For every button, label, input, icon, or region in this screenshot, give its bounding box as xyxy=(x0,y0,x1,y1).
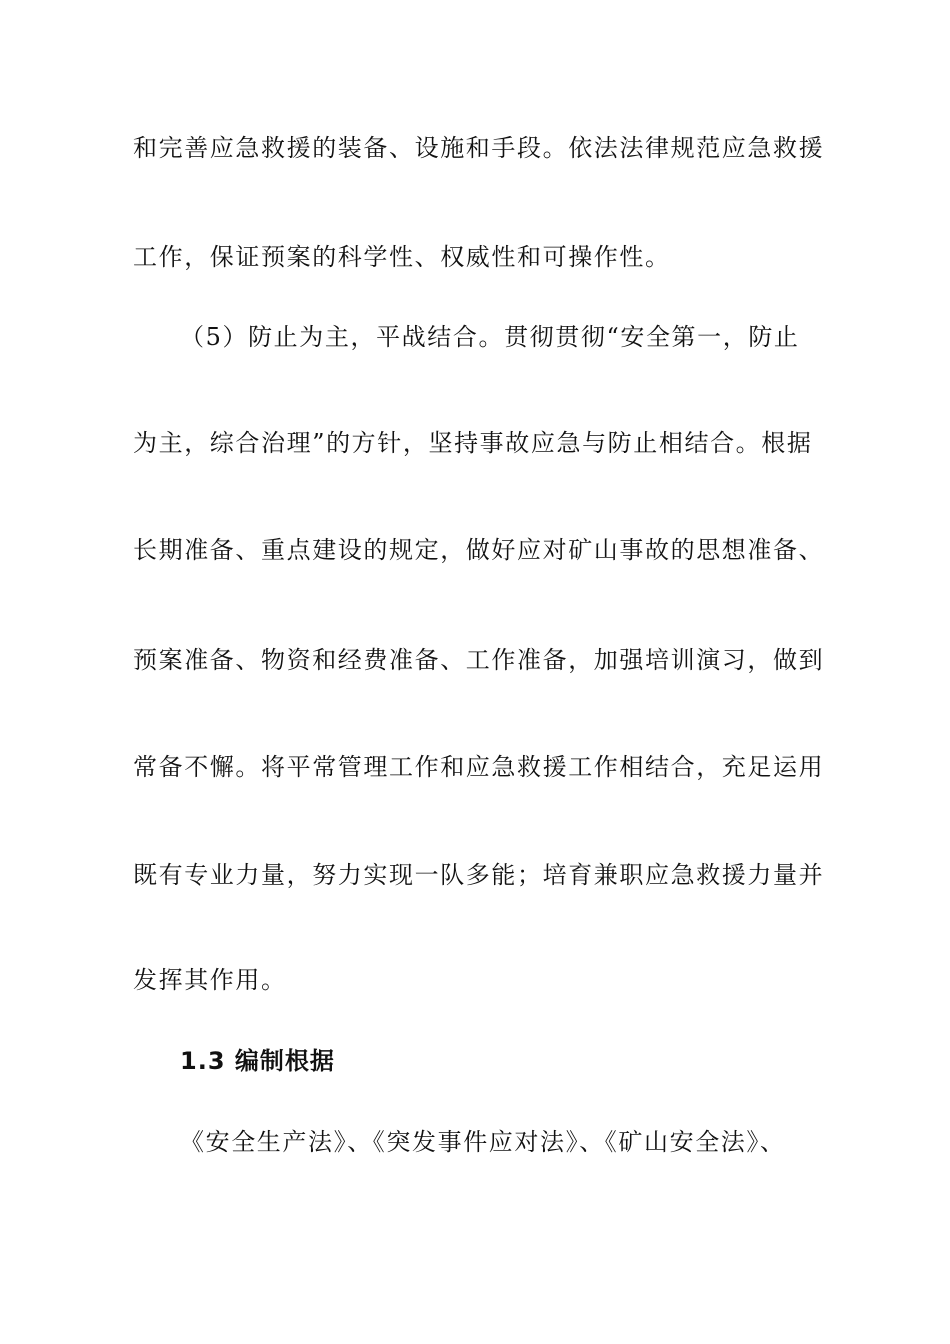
section-heading: 1.3 编制根据 xyxy=(180,1047,335,1075)
paragraph-line: 发挥其作用。 xyxy=(133,966,287,994)
paragraph-line: 常备不懈。将平常管理工作和应急救援工作相结合，充足运用 xyxy=(133,753,825,781)
paragraph-line: （5）防止为主，平战结合。贯彻贯彻“安全第一，防止 xyxy=(180,323,800,351)
paragraph-line: 《安全生产法》、《突发事件应对法》、《矿山安全法》、 xyxy=(180,1128,786,1156)
paragraph-line: 为主，综合治理”的方针，坚持事故应急与防止相结合。根据 xyxy=(133,429,813,457)
paragraph-line: 和完善应急救援的装备、设施和手段。依法法律规范应急救援 xyxy=(133,134,825,162)
paragraph-line: 工作，保证预案的科学性、权威性和可操作性。 xyxy=(133,243,671,271)
paragraph-line: 长期准备、重点建设的规定，做好应对矿山事故的思想准备、 xyxy=(133,536,825,564)
paragraph-line: 预案准备、物资和经费准备、工作准备，加强培训演习，做到 xyxy=(133,646,825,674)
paragraph-line: 既有专业力量，努力实现一队多能；培育兼职应急救援力量并 xyxy=(133,861,825,889)
